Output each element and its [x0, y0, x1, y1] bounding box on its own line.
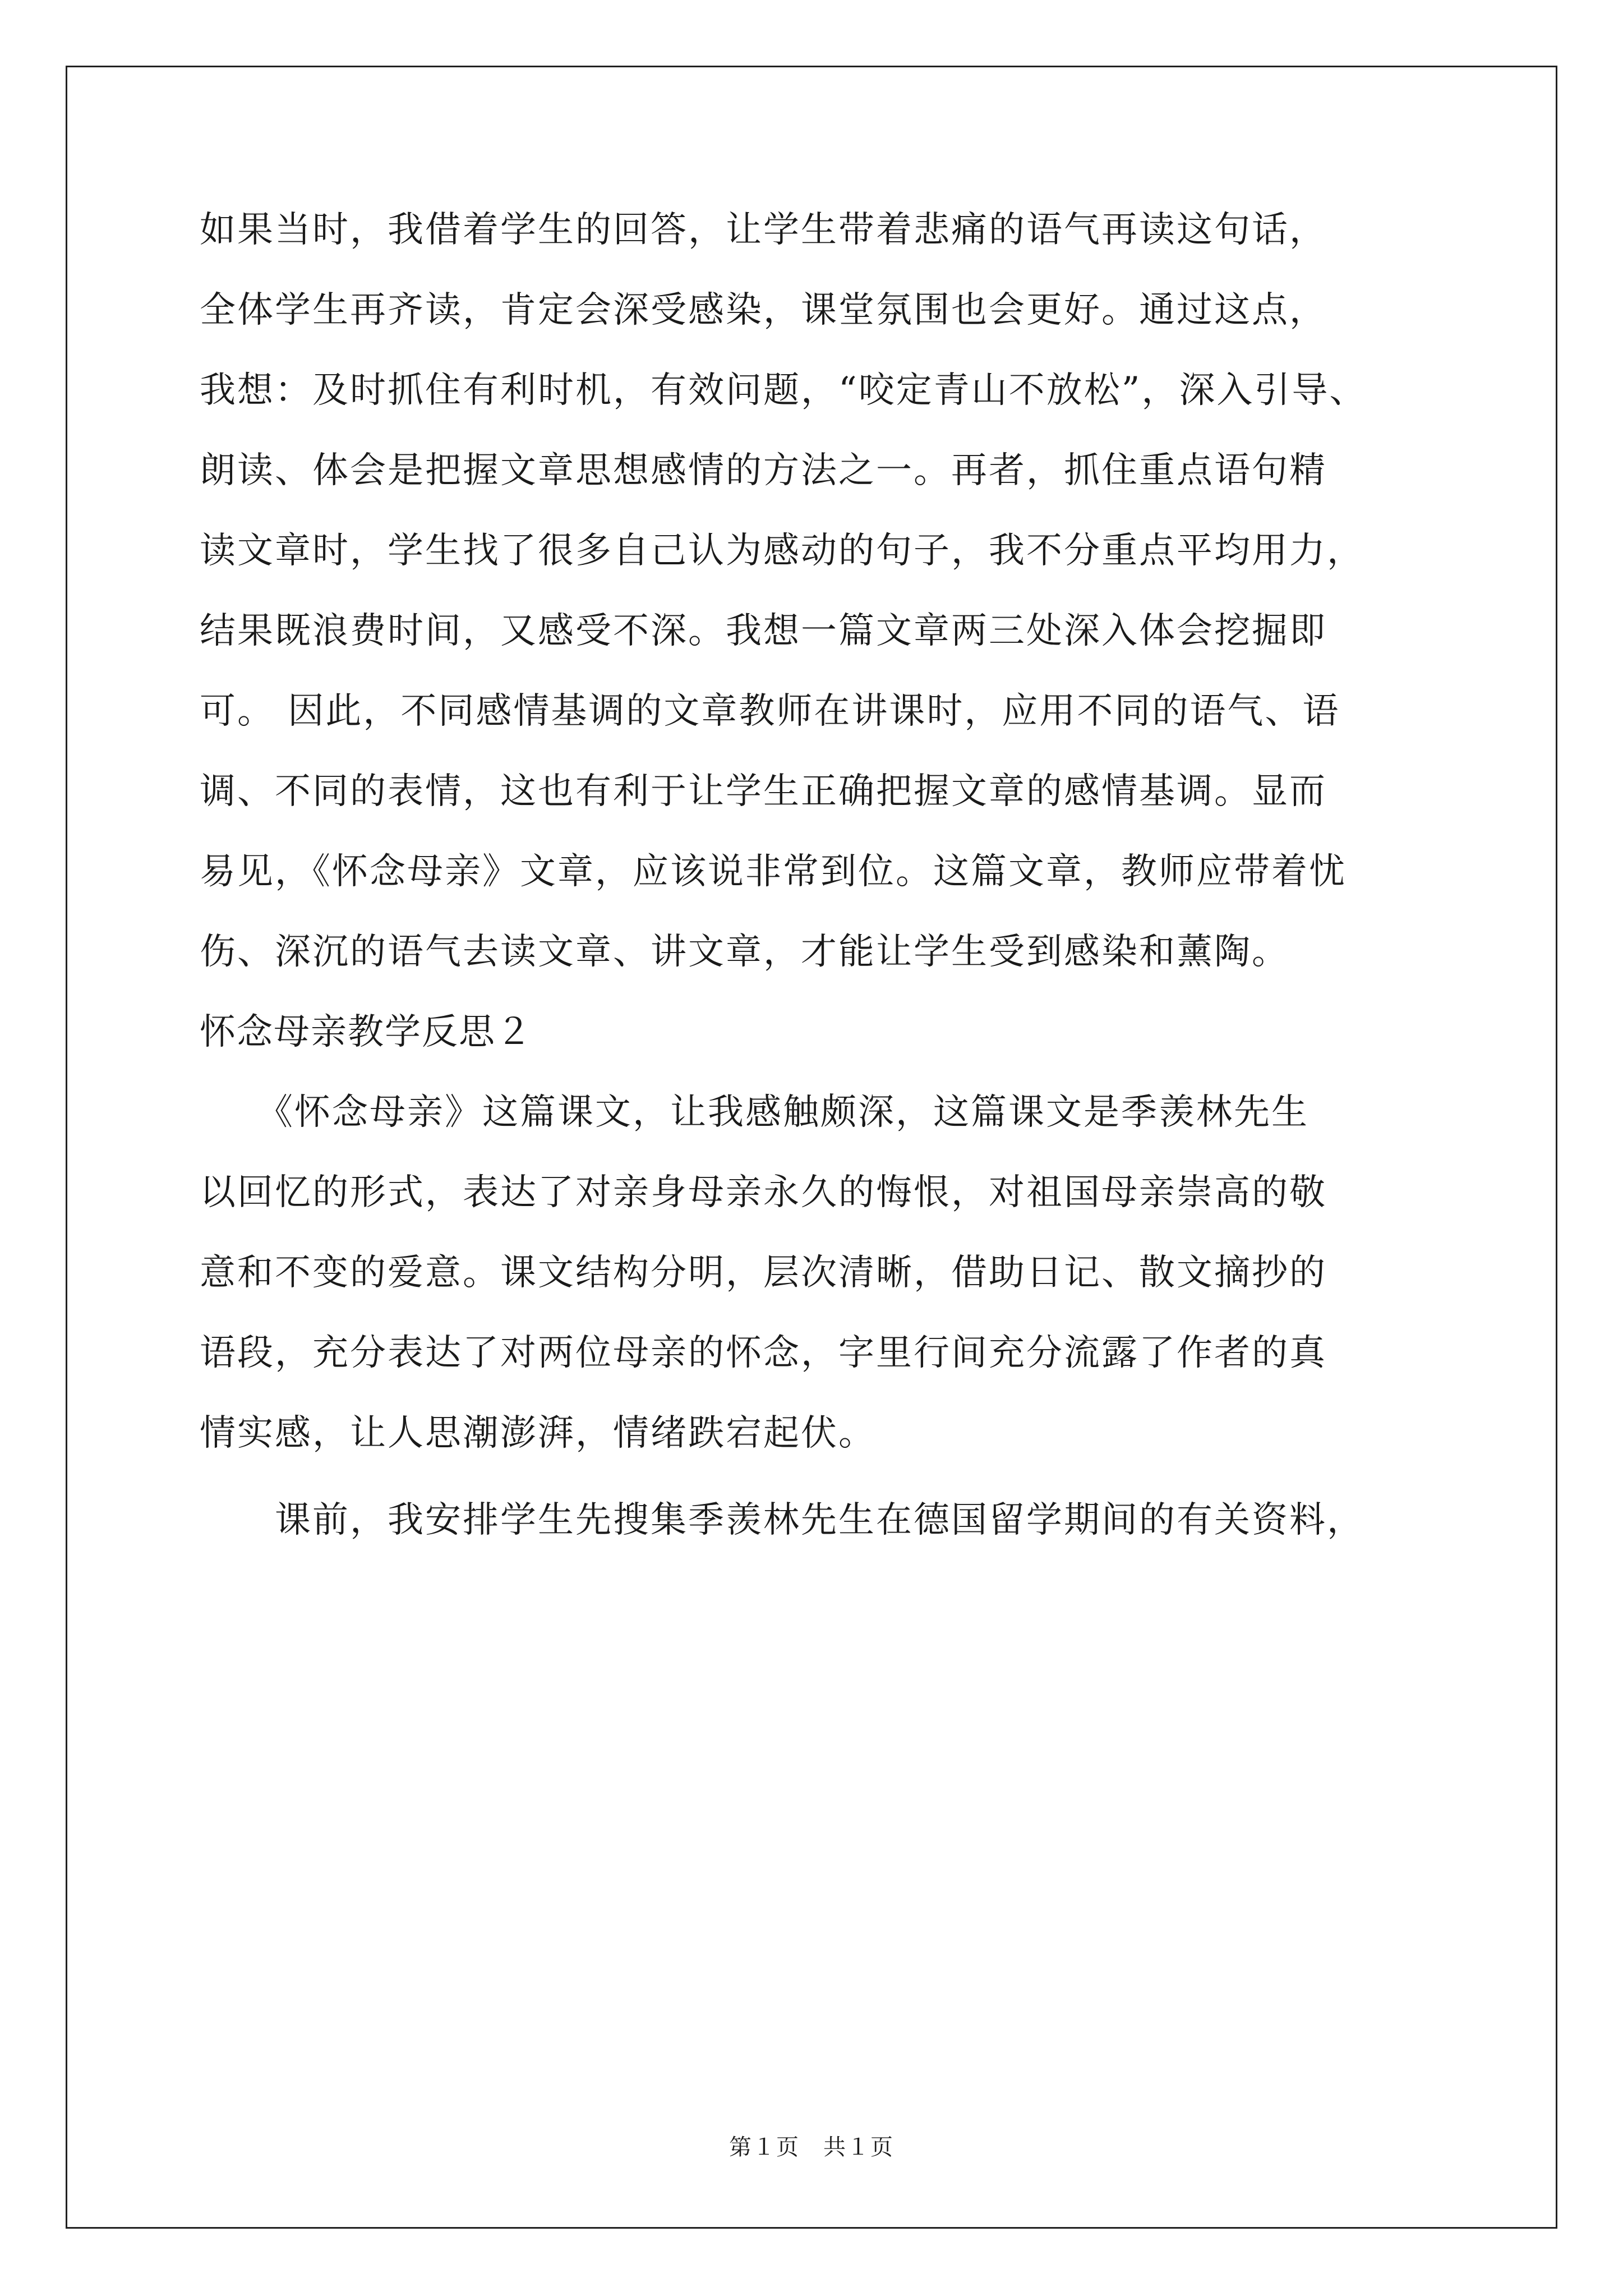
text-line: 伤、深沉的语气去读文章、讲文章，才能让学生受到感染和薰陶。 — [200, 931, 1289, 973]
text-line: 可。 因此，不同感情基调的文章教师在讲课时，应用不同的语气、语 — [200, 691, 1340, 732]
section-heading: 怀念母亲教学反思２ — [200, 1011, 533, 1053]
text-line: 结果既浪费时间，又感受不深。我想一篇文章两三处深入体会挖掘即 — [200, 610, 1327, 652]
text-line: 语段，充分表达了对两位母亲的怀念，字里行间充分流露了作者的真 — [200, 1332, 1327, 1374]
text-line: 全体学生再齐读，肯定会深受感染，课堂氛围也会更好。通过这点， — [200, 289, 1327, 331]
text-line: 易见，《怀念母亲》文章，应该说非常到位。这篇文章，教师应带着忧 — [200, 851, 1347, 892]
text-line: 情实感，让人思潮澎湃，情绪跌宕起伏。 — [200, 1412, 876, 1454]
text-line: 课前，我安排学生先搜集季羡林先生在德国留学期间的有关资料， — [200, 1499, 1364, 1541]
text-line: 意和不变的爱意。课文结构分明，层次清晰，借助日记、散文摘抄的 — [200, 1252, 1327, 1294]
text-line: 朗读、体会是把握文章思想感情的方法之一。再者，抓住重点语句精 — [200, 450, 1327, 491]
text-line: 《怀念母亲》这篇课文，让我感触颇深，这篇课文是季羡林先生 — [200, 1092, 1309, 1133]
text-line: 如果当时，我借着学生的回答，让学生带着悲痛的语气再读这句话， — [200, 209, 1327, 251]
text-line: 我想：及时抓住有利时机，有效问题，“咬定青山不放松”，深入引导、 — [200, 370, 1367, 411]
text-line: 调、不同的表情，这也有利于让学生正确把握文章的感情基调。显而 — [200, 771, 1327, 812]
text-line: 以回忆的形式，表达了对亲身母亲永久的悔恨，对祖国母亲崇高的敬 — [200, 1172, 1327, 1213]
page-footer: 第１页 共１页 — [729, 2134, 894, 2160]
text-line: 读文章时，学生找了很多自己认为感动的句子，我不分重点平均用力， — [200, 530, 1364, 572]
